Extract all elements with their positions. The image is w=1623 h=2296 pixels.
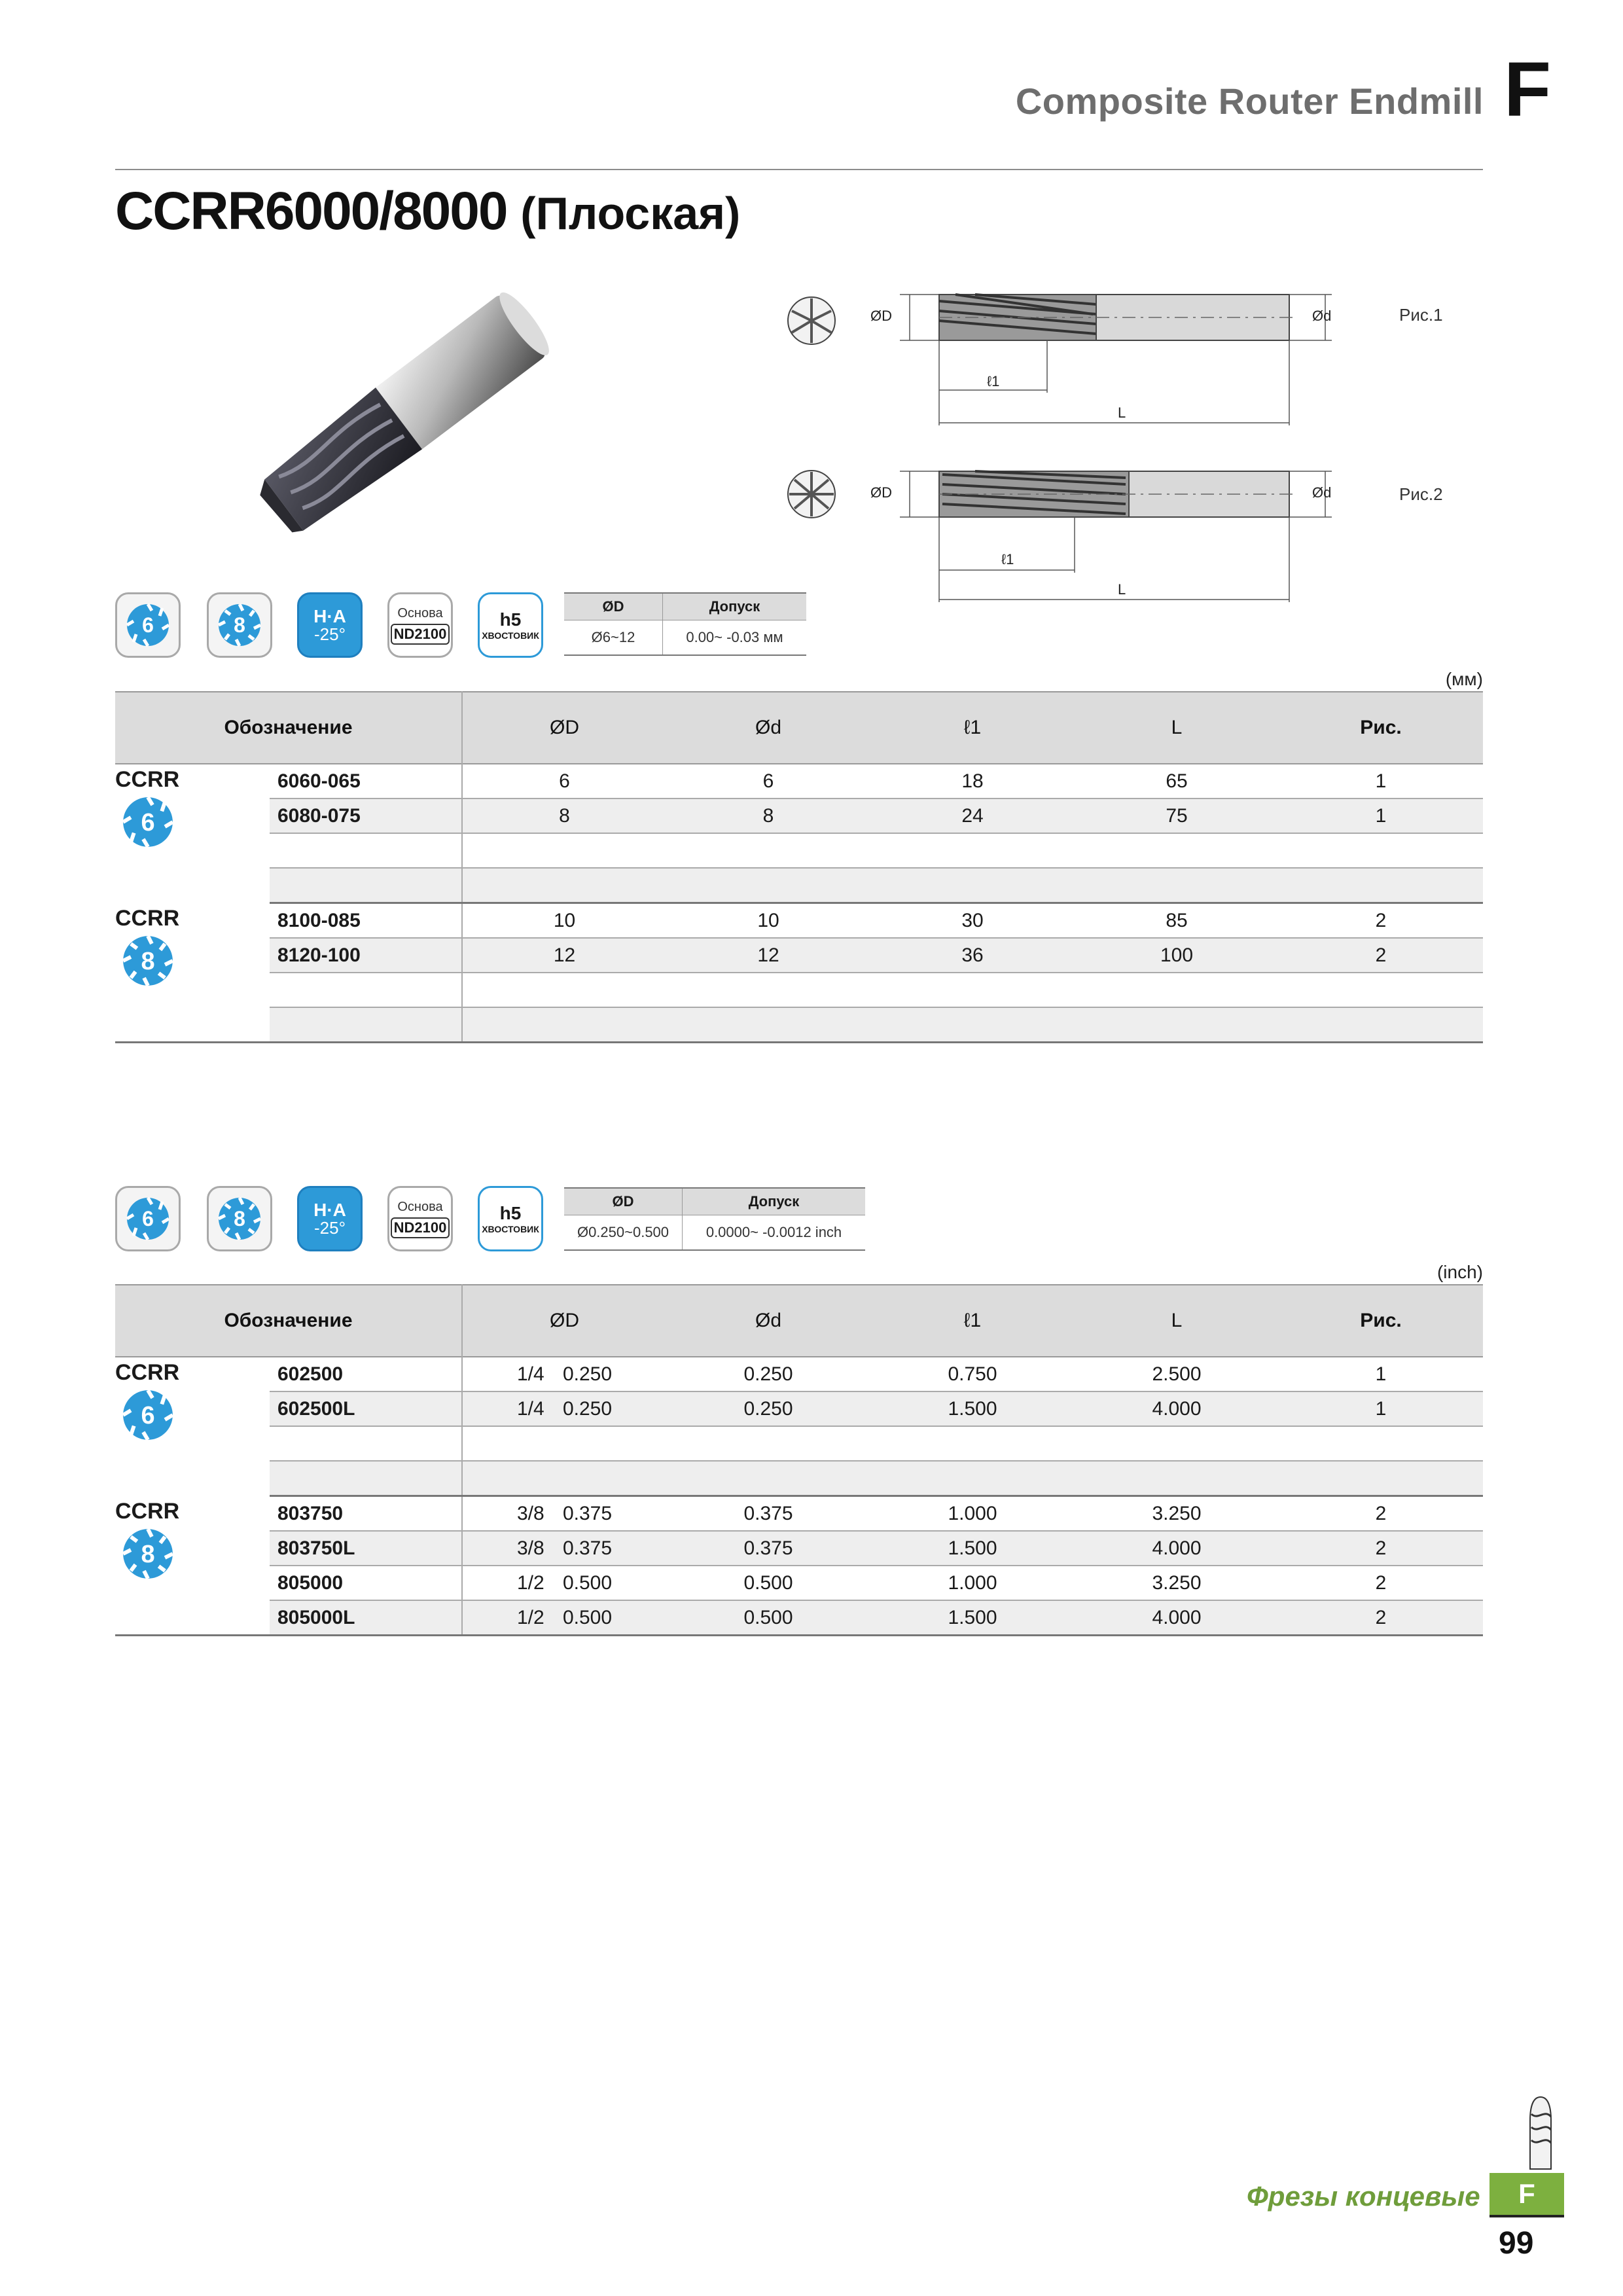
drawing-fig1 [779,275,1433,425]
cell-d: 0.375 [666,1496,870,1532]
cell-fig: 2 [1279,1531,1483,1566]
cell-d: 0.375 [666,1531,870,1566]
base-grade: ND2100 [391,1217,450,1238]
cell-l1: 1.500 [870,1600,1075,1636]
tol-range: Ø6~12 [564,620,663,656]
page-number: 99 [1499,2226,1534,2261]
product-code: 602500L [270,1391,462,1426]
empty-row [462,1461,1483,1496]
shank-tol-value: h5 [499,609,522,630]
cell-d: 12 [666,938,870,973]
helix-angle-icon [297,592,363,658]
cell-d: 10 [666,903,870,939]
cell-l1: 24 [870,798,1075,833]
tol-col-tolerance: Допуск [683,1188,866,1215]
endmill-photo [223,275,589,537]
flutes-8-icon [115,931,181,990]
empty-row [462,973,1483,1007]
base-label: Основа [397,1199,443,1214]
cell-d: 8 [666,798,870,833]
cell-fig: 2 [1279,903,1483,939]
shank-label: ХВОСТОВИК [482,630,539,641]
svg-text:8: 8 [141,1540,155,1568]
endmill-thumbnail-icon [1525,2094,1556,2172]
cell-L: 3.250 [1075,1566,1279,1600]
svg-text:6: 6 [142,613,154,637]
cell-d: 6 [666,764,870,798]
header-divider [115,169,1483,170]
col-D: ØD [462,1285,666,1357]
cell-fig: 2 [1279,938,1483,973]
section-title: Composite Router Endmill [1015,81,1484,122]
cell-D: 6 [462,764,666,798]
metric-table [115,691,1483,1043]
col-l1: ℓ1 [870,692,1075,764]
series-name: CCRR [115,1360,180,1385]
helix-angle-icon [297,1186,363,1251]
cell-l1: 30 [870,903,1075,939]
cell-D [462,1357,666,1391]
footer-section-tab: F [1489,2173,1564,2215]
fig2-l1-label: ℓ1 [1001,551,1014,567]
fig1-l1-label: ℓ1 [987,373,1000,389]
tolerance-table-inch [564,1187,865,1251]
product-code [270,868,462,903]
fig1-D-label: ØD [870,308,892,324]
cell-D-decimal: 0.500 [562,1571,613,1594]
cell-l1: 1.500 [870,1531,1075,1566]
fig1-label: Рис.1 [1399,305,1443,325]
cell-L: 3.250 [1075,1496,1279,1532]
helix-top-label: H·A [313,1200,346,1220]
cell-D-fraction: 1/4 [516,1363,544,1385]
fig2-D-label: ØD [870,484,892,501]
col-fig: Рис. [1279,1285,1483,1357]
cell-fig: 2 [1279,1600,1483,1636]
cell-D [462,1531,666,1566]
product-code [270,1007,462,1043]
product-code [270,833,462,868]
cell-L: 4.000 [1075,1391,1279,1426]
product-code: 6060-065 [270,764,462,798]
flutes-6-icon [115,1386,181,1444]
col-fig: Рис. [1279,692,1483,764]
helix-top-label: H·A [313,606,346,626]
product-code: 805000L [270,1600,462,1636]
product-title [115,181,740,242]
cell-L: 4.000 [1075,1531,1279,1566]
cell-D [462,1566,666,1600]
fig2-label: Рис.2 [1399,484,1443,504]
cell-D-decimal: 0.250 [562,1397,613,1420]
flutes-6-icon [115,592,181,658]
series-cell [115,1357,270,1496]
cell-D-fraction: 1/4 [516,1397,544,1420]
cell-L: 85 [1075,903,1279,939]
tol-col-d: ØD [564,1188,683,1215]
cell-L: 2.500 [1075,1357,1279,1391]
tol-value: 0.0000~ -0.0012 inch [683,1215,866,1251]
cell-D: 8 [462,798,666,833]
helix-angle-value: -25° [314,624,346,644]
col-D: ØD [462,692,666,764]
fig1-d-label: Ød [1312,308,1332,324]
cell-L: 65 [1075,764,1279,798]
tol-col-tolerance: Допуск [663,593,807,620]
footer-category: Фрезы концевые [1247,2181,1480,2212]
col-designation: Обозначение [115,692,462,764]
product-code: 803750L [270,1531,462,1566]
cell-d: 0.500 [666,1600,870,1636]
base-grade: ND2100 [391,624,450,645]
cell-l1: 1.500 [870,1391,1075,1426]
series-name: CCRR [115,1498,180,1524]
shank-tolerance-icon [478,1186,543,1251]
cell-fig: 1 [1279,1357,1483,1391]
tol-range: Ø0.250~0.500 [564,1215,683,1251]
base-material-icon [387,592,453,658]
product-code: 805000 [270,1566,462,1600]
cell-d: 0.250 [666,1391,870,1426]
cell-L: 75 [1075,798,1279,833]
cell-fig: 2 [1279,1566,1483,1600]
base-label: Основа [397,605,443,620]
cell-d: 0.250 [666,1357,870,1391]
product-code: 6080-075 [270,798,462,833]
col-l1: ℓ1 [870,1285,1075,1357]
svg-text:6: 6 [141,1402,155,1430]
cell-D-fraction: 1/2 [516,1606,544,1628]
cell-D-fraction: 1/2 [516,1571,544,1594]
cell-fig: 1 [1279,798,1483,833]
cell-D-decimal: 0.250 [562,1363,613,1385]
series-cell [115,903,270,1043]
empty-row [462,1007,1483,1043]
drawing-fig2 [779,455,1433,605]
cell-l1: 1.000 [870,1496,1075,1532]
cell-l1: 1.000 [870,1566,1075,1600]
svg-text:8: 8 [234,613,245,637]
series-name: CCRR [115,905,180,931]
cell-D-decimal: 0.375 [562,1502,613,1524]
product-code: 8100-085 [270,903,462,939]
shank-label: ХВОСТОВИК [482,1224,539,1234]
svg-text:6: 6 [142,1207,154,1230]
col-L: L [1075,692,1279,764]
fig2-L-label: L [1118,581,1126,598]
inch-table [115,1284,1483,1636]
cell-D [462,1600,666,1636]
cell-L: 4.000 [1075,1600,1279,1636]
tol-value: 0.00~ -0.03 мм [663,620,807,656]
series-cell [115,764,270,903]
shank-tol-value: h5 [499,1203,522,1223]
product-subtitle: (Плоская) [520,188,741,239]
footer-divider [1489,2215,1564,2217]
cell-D-fraction: 3/8 [516,1537,544,1559]
fig1-L-label: L [1118,404,1126,421]
cell-l1: 0.750 [870,1357,1075,1391]
flutes-8-icon [207,1186,272,1251]
product-code: 602500 [270,1357,462,1391]
cell-L: 100 [1075,938,1279,973]
flutes-6-icon [115,1186,181,1251]
shank-tolerance-icon [478,592,543,658]
cell-fig: 2 [1279,1496,1483,1532]
col-designation: Обозначение [115,1285,462,1357]
cell-D: 12 [462,938,666,973]
empty-row [462,868,1483,903]
series-cell [115,1496,270,1636]
col-d: Ød [666,1285,870,1357]
flutes-6-icon [115,793,181,852]
cell-fig: 1 [1279,1391,1483,1426]
product-code [270,1461,462,1496]
product-code [270,973,462,1007]
tolerance-table-metric [564,592,806,656]
cell-fig: 1 [1279,764,1483,798]
svg-text:8: 8 [234,1207,245,1230]
cell-D [462,1496,666,1532]
unit-mm: (мм) [1445,669,1483,689]
cell-D [462,1391,666,1426]
helix-angle-value: -25° [314,1218,346,1238]
product-code: CCRR6000/8000 [115,181,507,241]
product-code: 8120-100 [270,938,462,973]
tol-col-d: ØD [564,593,663,620]
section-letter: F [1504,46,1552,133]
empty-row [462,1426,1483,1461]
cell-D: 10 [462,903,666,939]
flutes-8-icon [115,1524,181,1583]
svg-text:8: 8 [141,947,155,975]
col-d: Ød [666,692,870,764]
fig2-d-label: Ød [1312,484,1332,501]
cell-D-decimal: 0.500 [562,1606,613,1628]
empty-row [462,833,1483,868]
cell-l1: 36 [870,938,1075,973]
svg-text:6: 6 [141,809,155,837]
flutes-8-icon [207,592,272,658]
unit-inch: (inch) [1436,1262,1483,1282]
col-L: L [1075,1285,1279,1357]
cell-l1: 18 [870,764,1075,798]
product-code [270,1426,462,1461]
product-code: 803750 [270,1496,462,1532]
cell-d: 0.500 [666,1566,870,1600]
cell-D-fraction: 3/8 [516,1502,544,1524]
cell-D-decimal: 0.375 [562,1537,613,1559]
base-material-icon [387,1186,453,1251]
series-name: CCRR [115,767,180,792]
